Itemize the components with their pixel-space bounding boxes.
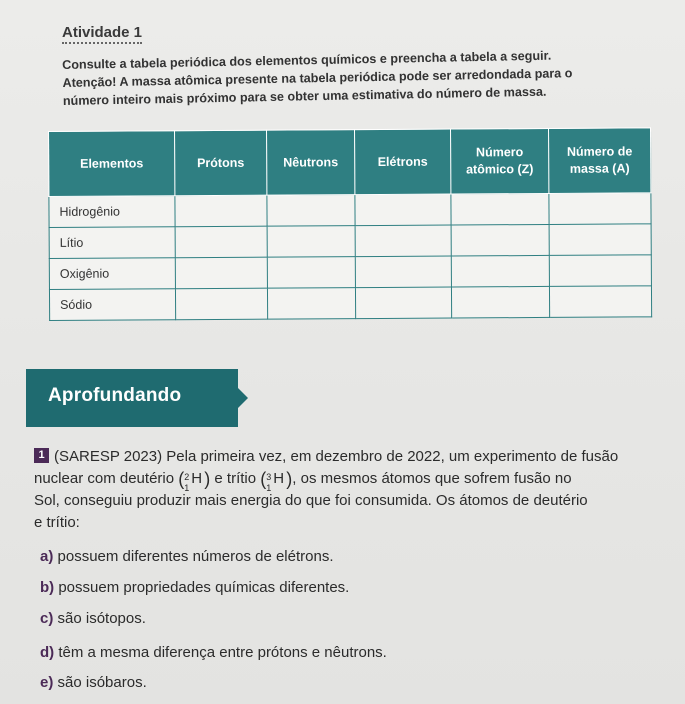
table-row bbox=[49, 255, 651, 290]
section-title: Aprofundando bbox=[48, 385, 182, 406]
instruction-line: Atenção! A massa atômica presente na tabela periódica pode ser arredondada para o bbox=[62, 66, 573, 90]
empty-cell[interactable] bbox=[355, 287, 451, 319]
empty-cell[interactable] bbox=[549, 224, 651, 256]
header-numero-atomico: Número atômico (Z) bbox=[450, 128, 548, 194]
empty-cell[interactable] bbox=[549, 193, 651, 225]
elements-table bbox=[48, 127, 651, 321]
question-line: (SARESP 2023) Pela primeira vez, em dezembro de 2022, um experimento de fusão bbox=[54, 448, 619, 465]
banner-arrow bbox=[238, 388, 248, 408]
table-row bbox=[49, 193, 651, 228]
question-line: Sol, conseguiu produzir mais energia do que foi consumida. Os átomos de deutério bbox=[34, 492, 588, 509]
empty-cell[interactable] bbox=[451, 286, 549, 318]
question-text: (SARESP 2023) Pela primeira vez, em dezembro de 2022, um experimento de fusão nuclear com deutério ( 2 1 H ) e trítio ( 3 1 H ), os mesmos átomos que sofrem fusão no Sol, conseguiu produzir mais energia do que foi consumida. Os átomos de deutério e trítio: bbox=[34, 446, 674, 534]
empty-cell[interactable] bbox=[267, 257, 355, 289]
question-line: e trítio: bbox=[34, 514, 80, 531]
empty-cell[interactable] bbox=[355, 256, 451, 288]
question-line: e trítio bbox=[214, 470, 257, 487]
empty-cell[interactable] bbox=[175, 226, 267, 258]
table-row bbox=[49, 224, 651, 259]
instructions bbox=[62, 44, 663, 110]
option-b[interactable]: b) possuem propriedades químicas diferentes. bbox=[40, 579, 350, 596]
empty-cell[interactable] bbox=[267, 195, 355, 227]
empty-cell[interactable] bbox=[175, 288, 267, 320]
empty-cell[interactable] bbox=[355, 194, 451, 226]
header-eletrons: Elétrons bbox=[354, 129, 450, 195]
option-e[interactable]: e) são isóbaros. bbox=[40, 674, 147, 691]
empty-cell[interactable] bbox=[451, 193, 549, 225]
header-elementos: Elementos bbox=[49, 131, 175, 197]
option-c[interactable]: c) são isótopos. bbox=[40, 610, 146, 627]
row-label: Hidrogênio bbox=[49, 196, 175, 228]
instruction-line: número inteiro mais próximo para se obter uma estimativa do número de massa. bbox=[62, 84, 547, 108]
empty-cell[interactable] bbox=[355, 225, 451, 257]
tritium-symbol: 3 1 H bbox=[266, 470, 285, 493]
question-line: , os mesmos átomos que sofrem fusão no bbox=[292, 470, 572, 487]
row-label: Sódio bbox=[49, 289, 175, 321]
empty-cell[interactable] bbox=[175, 195, 267, 227]
header-protons: Prótons bbox=[175, 130, 267, 196]
empty-cell[interactable] bbox=[175, 257, 267, 289]
question-number: 1 bbox=[34, 448, 49, 463]
table-row bbox=[49, 286, 651, 321]
empty-cell[interactable] bbox=[451, 255, 549, 287]
empty-cell[interactable] bbox=[267, 288, 355, 320]
empty-cell[interactable] bbox=[549, 255, 651, 287]
empty-cell[interactable] bbox=[267, 226, 355, 258]
deuterium-symbol: 2 1 H bbox=[184, 470, 203, 493]
header-neutrons: Nêutrons bbox=[266, 130, 354, 196]
option-a[interactable]: a) possuem diferentes números de elétrons. bbox=[40, 548, 334, 565]
instruction-line: Consulte a tabela periódica dos elementos químicos e preencha a tabela a seguir. bbox=[62, 48, 552, 72]
option-d[interactable]: d) têm a mesma diferença entre prótons e nêutrons. bbox=[40, 644, 387, 661]
row-label: Oxigênio bbox=[49, 258, 175, 290]
empty-cell[interactable] bbox=[549, 286, 651, 318]
empty-cell[interactable] bbox=[451, 224, 549, 256]
question-line: nuclear com deutério bbox=[34, 470, 175, 487]
row-label: Lítio bbox=[49, 227, 175, 259]
activity-title: Atividade 1 bbox=[62, 24, 142, 44]
header-numero-massa: Número de massa (A) bbox=[548, 128, 650, 194]
